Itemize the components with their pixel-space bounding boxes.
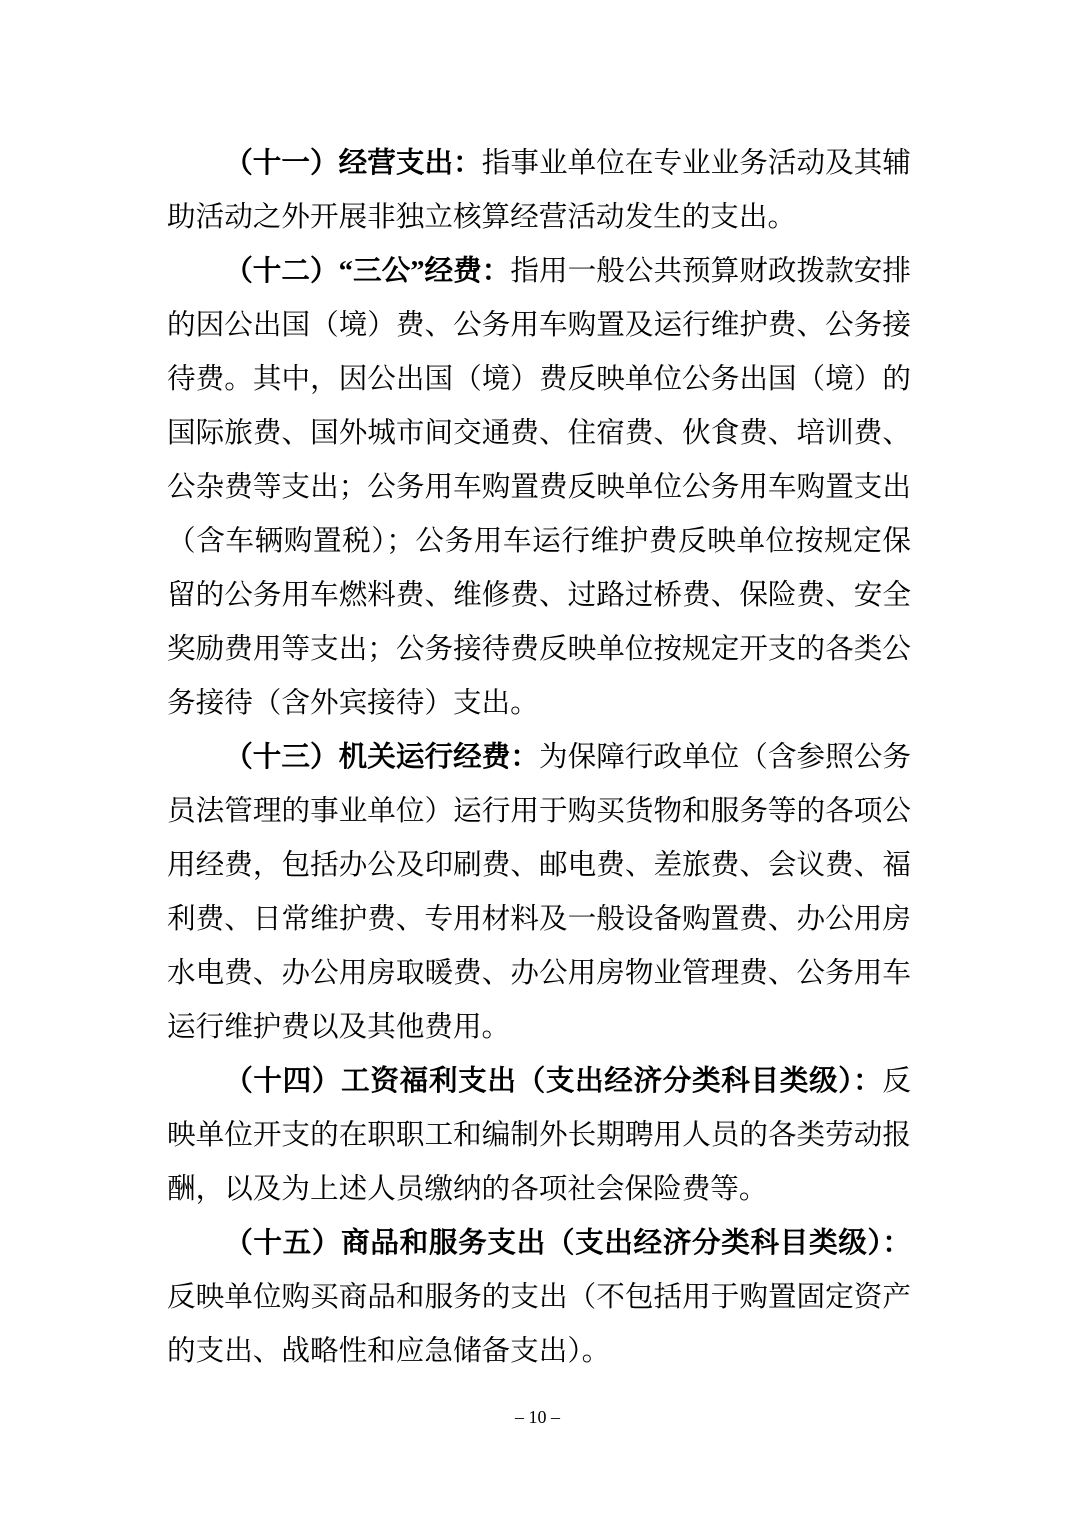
document-body (167, 137, 911, 1379)
paragraph-item-11 (167, 137, 911, 245)
paragraph-body-text: 反映单位开支的在职职工和编制外长期聘用人员的各类劳动报酬，以及为上述人员缴纳的各项社会保险费等。 (167, 1066, 911, 1205)
paragraph-heading: （十五）商品和服务支出（支出经济分类科目类级）： (224, 1228, 911, 1259)
paragraph-item-12 (167, 245, 911, 731)
paragraph-heading: （十一）经营支出： (224, 148, 482, 179)
paragraph-heading: （十二）“三公”经费： (224, 256, 511, 287)
paragraph-body-text: 为保障行政单位（含参照公务员法管理的事业单位）运行用于购买货物和服务等的各项公用经费，包括办公及印刷费、邮电费、差旅费、会议费、福利费、日常维护费、专用材料及一般设备购置费、办公用房水电费、办公用房取暖费、办公用房物业管理费、公务用车运行维护费以及其他费用。 (167, 742, 911, 1043)
paragraph-item-14 (167, 1055, 911, 1217)
paragraph-item-13 (167, 731, 911, 1055)
paragraph-body-text: 指事业单位在专业业务活动及其辅助活动之外开展非独立核算经营活动发生的支出。 (167, 148, 911, 233)
paragraph-body-text: 反映单位购买商品和服务的支出（不包括用于购置固定资产的支出、战略性和应急储备支出）。 (167, 1282, 911, 1367)
paragraph-body-text: 指用一般公共预算财政拨款安排的因公出国（境）费、公务用车购置及运行维护费、公务接待费。其中，因公出国（境）费反映单位公务出国（境）的国际旅费、国外城市间交通费、住宿费、伙食费、培训费、公杂费等支出；公务用车购置费反映单位公务用车购置支出（含车辆购置税）；公务用车运行维护费反映单位按规定保留的公务用车燃料费、维修费、过路过桥费、保险费、安全奖励费用等支出；公务接待费反映单位按规定开支的各类公务接待（含外宾接待）支出。 (167, 256, 911, 719)
page-number: – 10 – (515, 1407, 560, 1427)
paragraph-item-15 (167, 1217, 911, 1379)
paragraph-heading: （十三）机关运行经费： (224, 742, 539, 773)
paragraph-heading: （十四）工资福利支出（支出经济分类科目类级）： (224, 1066, 883, 1097)
